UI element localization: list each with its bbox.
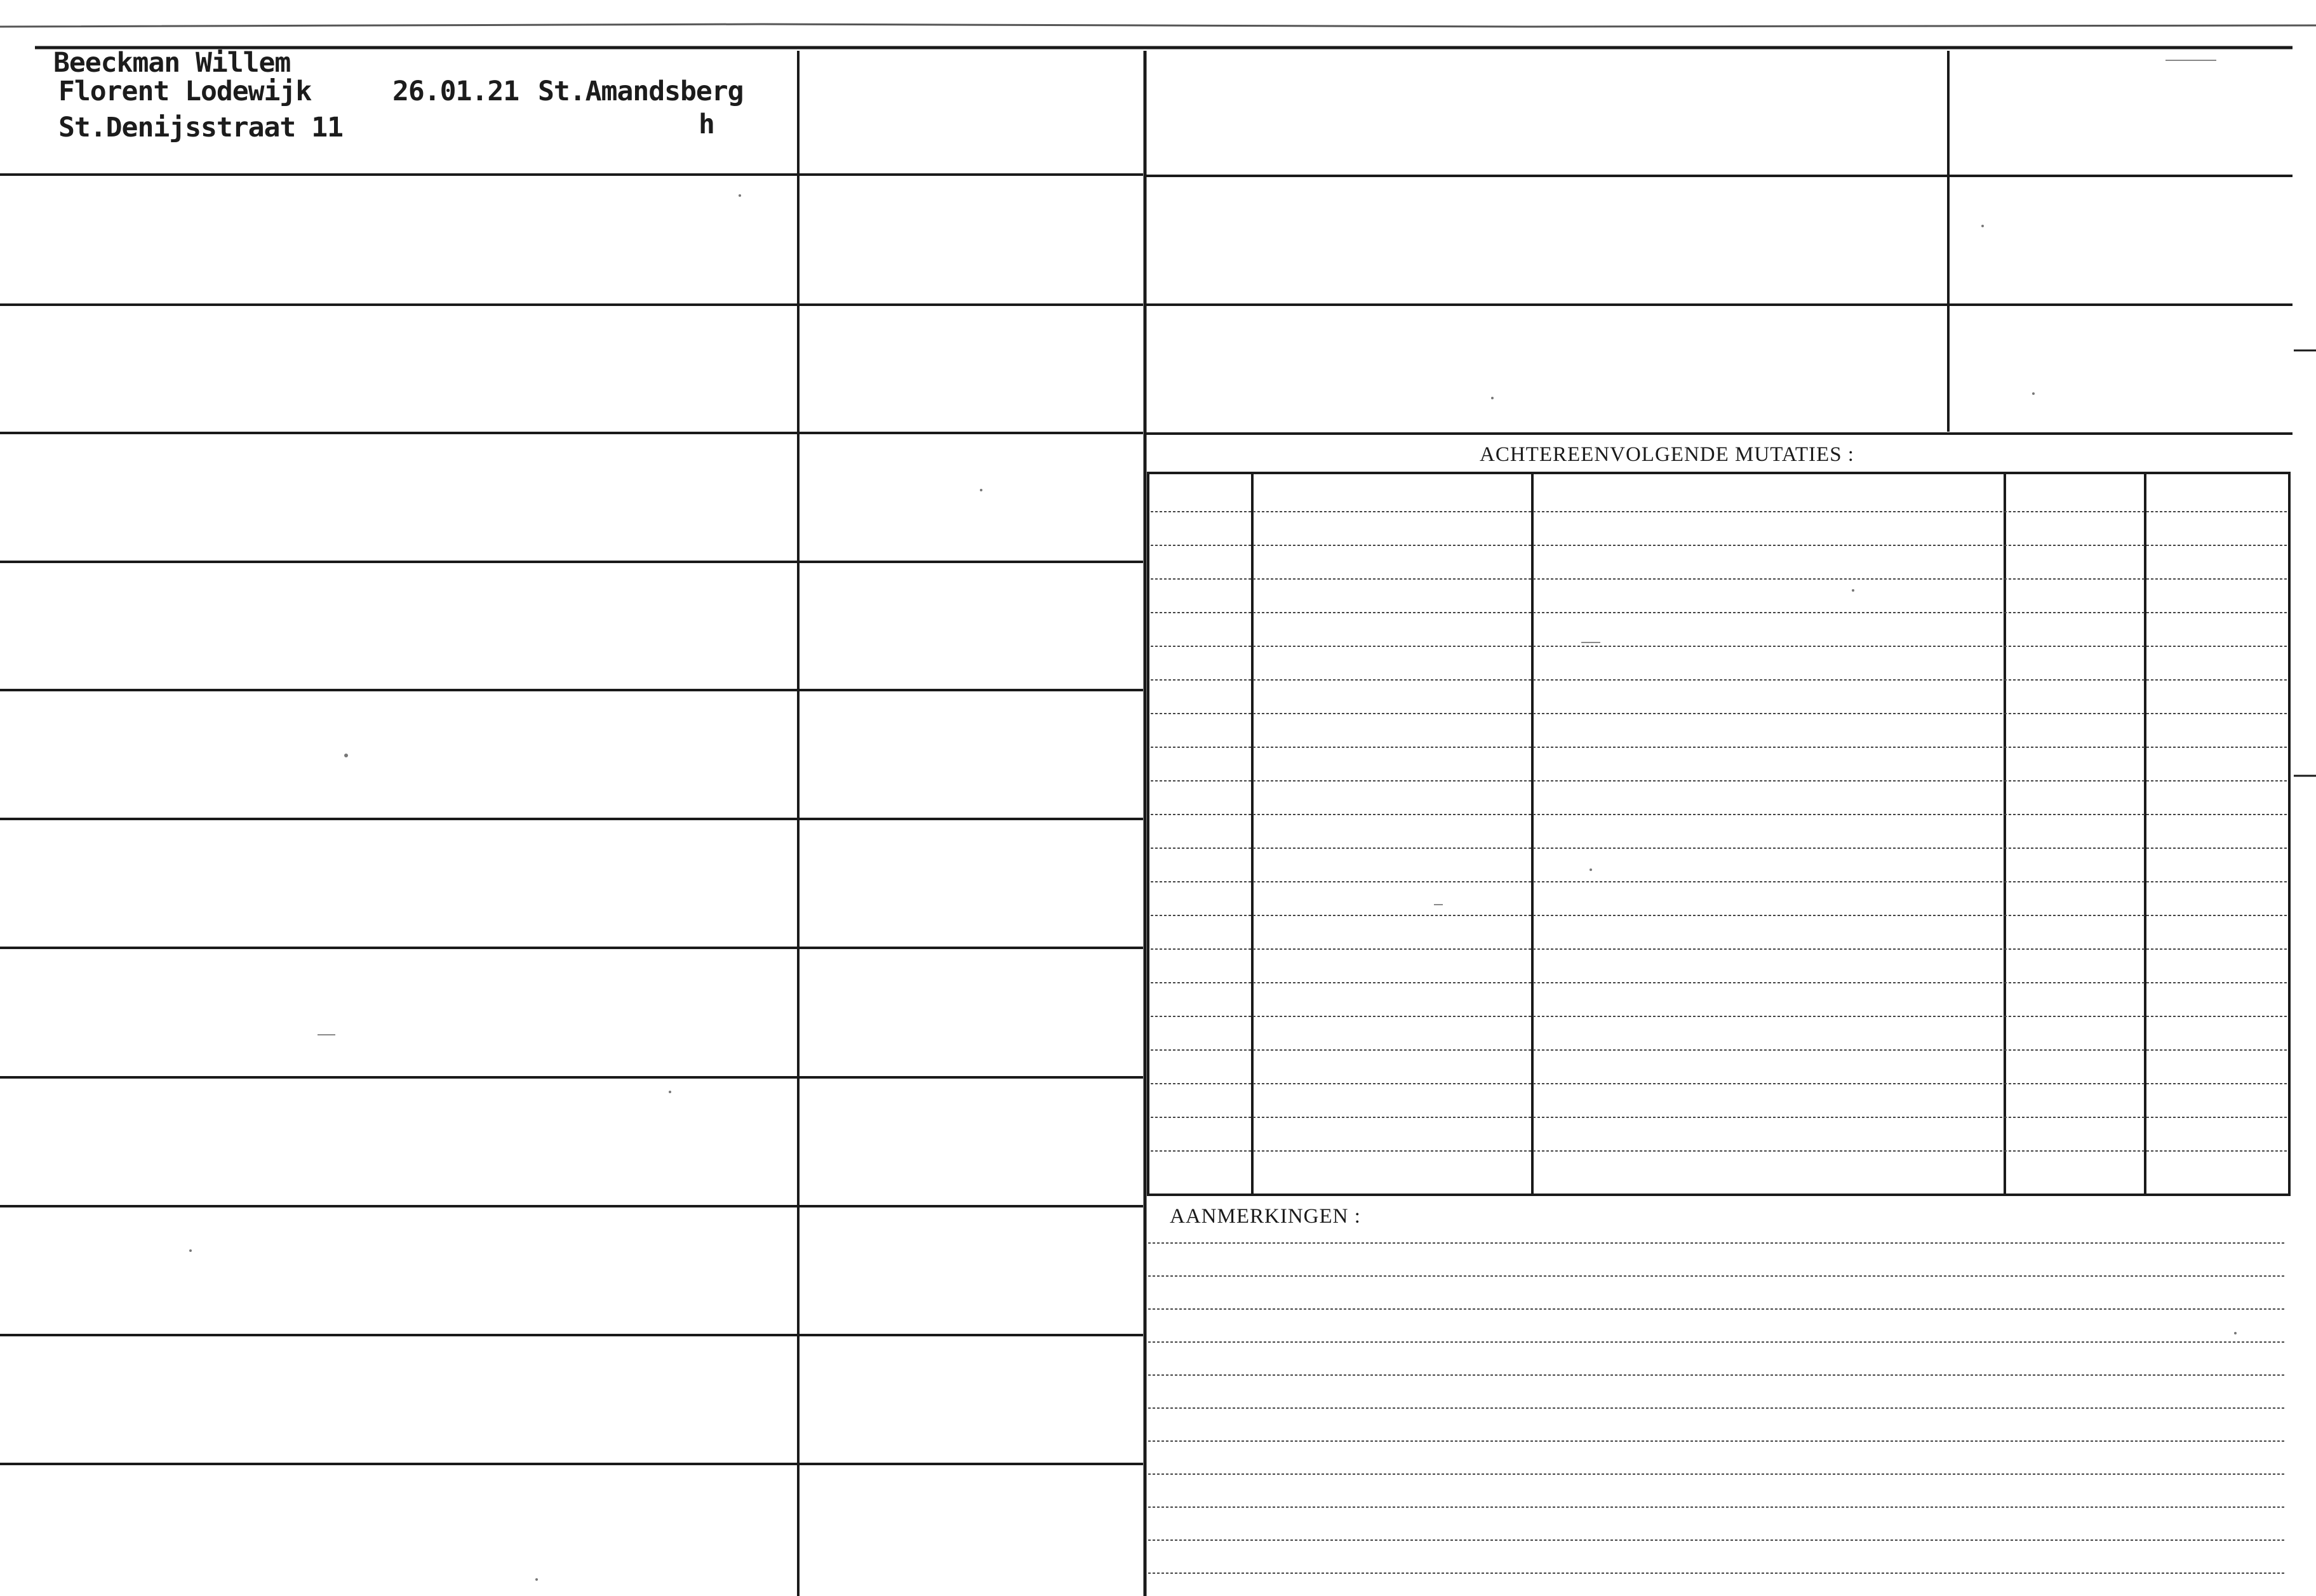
left-row-lines: [0, 175, 1143, 1464]
birth-place: St.Amandsberg: [538, 76, 744, 107]
mutations-table-frame: [1148, 473, 2289, 1195]
entry-marker: h: [699, 109, 714, 140]
birth-date: 26.01.21: [392, 76, 519, 107]
given-names: Florent Lodewijk: [58, 76, 312, 107]
top-edge-line: [0, 24, 2316, 27]
remarks-dotted-lines: [1148, 1243, 2286, 1573]
scan-specks: [189, 194, 2237, 1581]
mutations-dotted-rows: [1151, 512, 2287, 1151]
remarks-heading: AANMERKINGEN :: [1170, 1205, 1361, 1228]
mutations-heading: ACHTEREENVOLGENDE MUTATIES :: [1480, 443, 1854, 466]
address: St.Denijsstraat 11: [58, 112, 343, 143]
scan-marks: [318, 60, 2216, 1035]
surname-line: Beeckman Willem: [53, 47, 291, 79]
mutations-column-lines: [1252, 473, 2145, 1195]
